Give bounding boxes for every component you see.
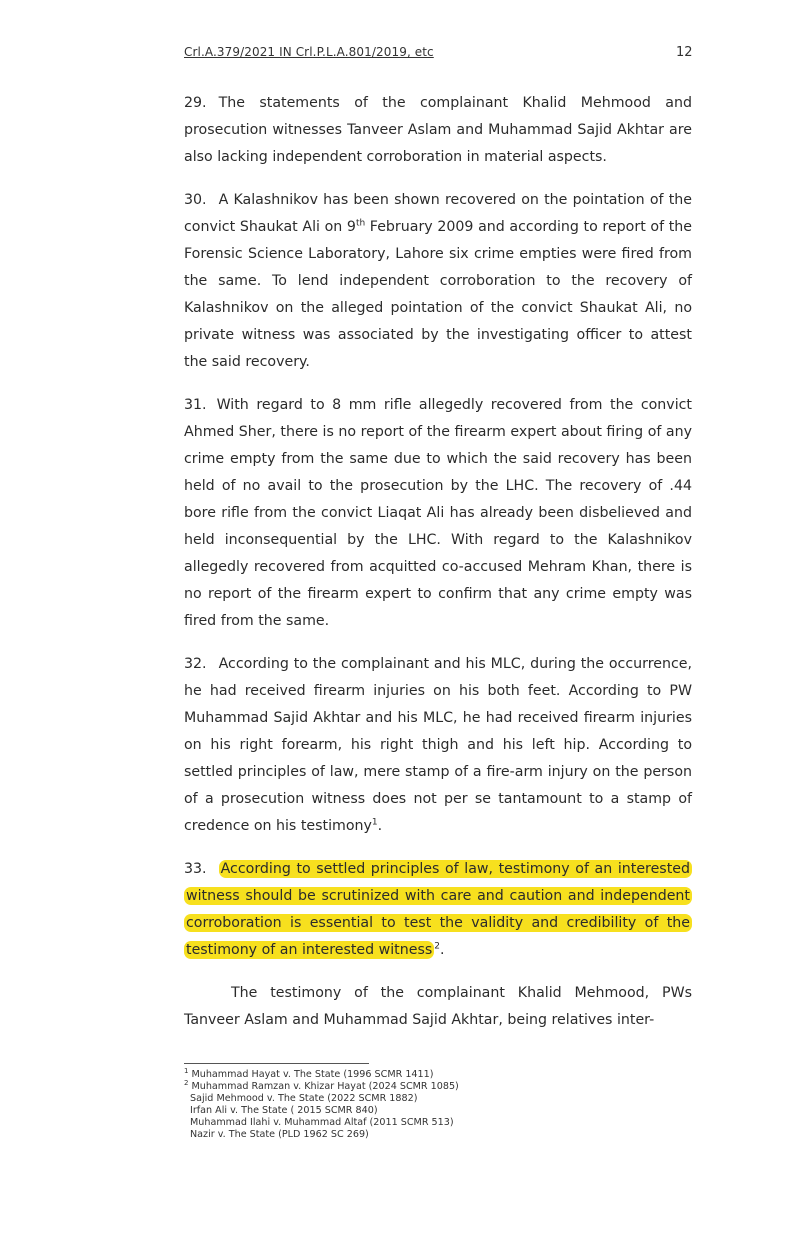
paragraph-number: 29. — [184, 95, 207, 111]
document-body — [184, 90, 692, 1050]
paragraph-text: The statements of the complainant Khalid Mehmood and prosecution witnesses Tanveer Aslam and Muhammad Sajid Akhtar are also lacking independent corroboration in material aspects. — [184, 95, 692, 165]
paragraph-end: . — [377, 818, 383, 834]
paragraph-number: 33. — [184, 861, 207, 877]
highlighted-text: According to settled principles of law, testimony of an interested witness should be scrutinized with care and caution and independent corroboration is essential to test the validity and credibility of the testimony of an interested witness — [186, 861, 690, 958]
continuation-paragraph — [184, 980, 692, 1034]
footnote-text: Nazir v. The State (PLD 1962 SC 269) — [190, 1129, 369, 1140]
paragraph-text: With regard to 8 mm rifle allegedly recovered from the convict Ahmed Sher, there is no report of the firearm expert about firing of any crime empty from the same due to which the said recovery has been held of no avail to the prosecution by the LHC. The recovery of .44 bore rifle from the convict Liaqat Ali has already been disbelieved and held inconsequential by the LHC. With regard to the Kalashnikov allegedly recovered from acquitted co-accused Mehram Khan, there is no report of the firearm expert to confirm that any crime empty was fired from the same. — [184, 397, 692, 629]
paragraph-number: 31. — [184, 397, 207, 413]
paragraph-31 — [184, 392, 692, 635]
page-number: 12 — [676, 45, 693, 60]
paragraph-30 — [184, 187, 692, 376]
paragraph-end: . — [440, 942, 445, 958]
footnotes — [184, 1066, 584, 1141]
footnote-text: Muhammad Ramzan v. Khizar Hayat (2024 SCMR 1085) — [191, 1081, 459, 1092]
paragraph-text: A Kalashnikov has been shown recovered on the pointation of the convict Shaukat Ali on 9 — [184, 192, 692, 235]
footnote-mark: 2 — [184, 1078, 189, 1087]
paragraph-text: February 2009 and according to report of the Forensic Science Laboratory, Lahore six crime empties were fired from the same. To lend independent corroboration to the recovery of Kalashnikov on the alleged pointation of the convict Shaukat Ali, no private witness was associated by the investigating officer to attest the said recovery. — [184, 219, 692, 370]
paragraph-number: 32. — [184, 656, 207, 672]
footnote-citation — [184, 1093, 584, 1105]
footnote-text: Muhammad Ilahi v. Muhammad Altaf (2011 SCMR 513) — [190, 1117, 454, 1128]
footnote-citation — [184, 1117, 584, 1129]
footnote-text: Irfan Ali v. The State ( 2015 SCMR 840) — [190, 1105, 378, 1116]
footnote-reference: 1 — [371, 817, 378, 828]
footnote-citation — [184, 1105, 584, 1117]
paragraph-32 — [184, 651, 692, 840]
footnote-divider — [184, 1063, 369, 1064]
paragraph-text: According to the complainant and his MLC, during the occurrence, he had received firearm injuries on his both feet. According to PW Muhammad Sajid Akhtar and his MLC, he had received firearm injuries on his right forearm, his right thigh and his left hip. According to settled principles of law, mere stamp of a fire-arm injury on the person of a prosecution witness does not per se tantamount to a stamp of credence on his testimony — [184, 656, 692, 834]
paragraph-33 — [184, 856, 692, 964]
footnote-text: Sajid Mehmood v. The State (2022 SCMR 1882) — [190, 1093, 418, 1104]
footnote-1 — [184, 1066, 584, 1081]
case-reference: Crl.A.379/2021 IN Crl.P.L.A.801/2019, etc — [184, 45, 434, 59]
footnote-mark: 1 — [184, 1066, 189, 1075]
footnote-2 — [184, 1078, 584, 1093]
paragraph-29 — [184, 90, 692, 171]
paragraph-number: 30. — [184, 192, 207, 208]
footnote-citation — [184, 1129, 584, 1141]
paragraph-text: The testimony of the complainant Khalid Mehmood, PWs Tanveer Aslam and Muhammad Sajid Akhtar, being relatives inter- — [184, 985, 692, 1028]
ordinal-superscript: th — [355, 218, 366, 229]
footnote-text: Muhammad Hayat v. The State (1996 SCMR 1411) — [191, 1069, 434, 1080]
footnote-reference: 2 — [434, 941, 440, 952]
